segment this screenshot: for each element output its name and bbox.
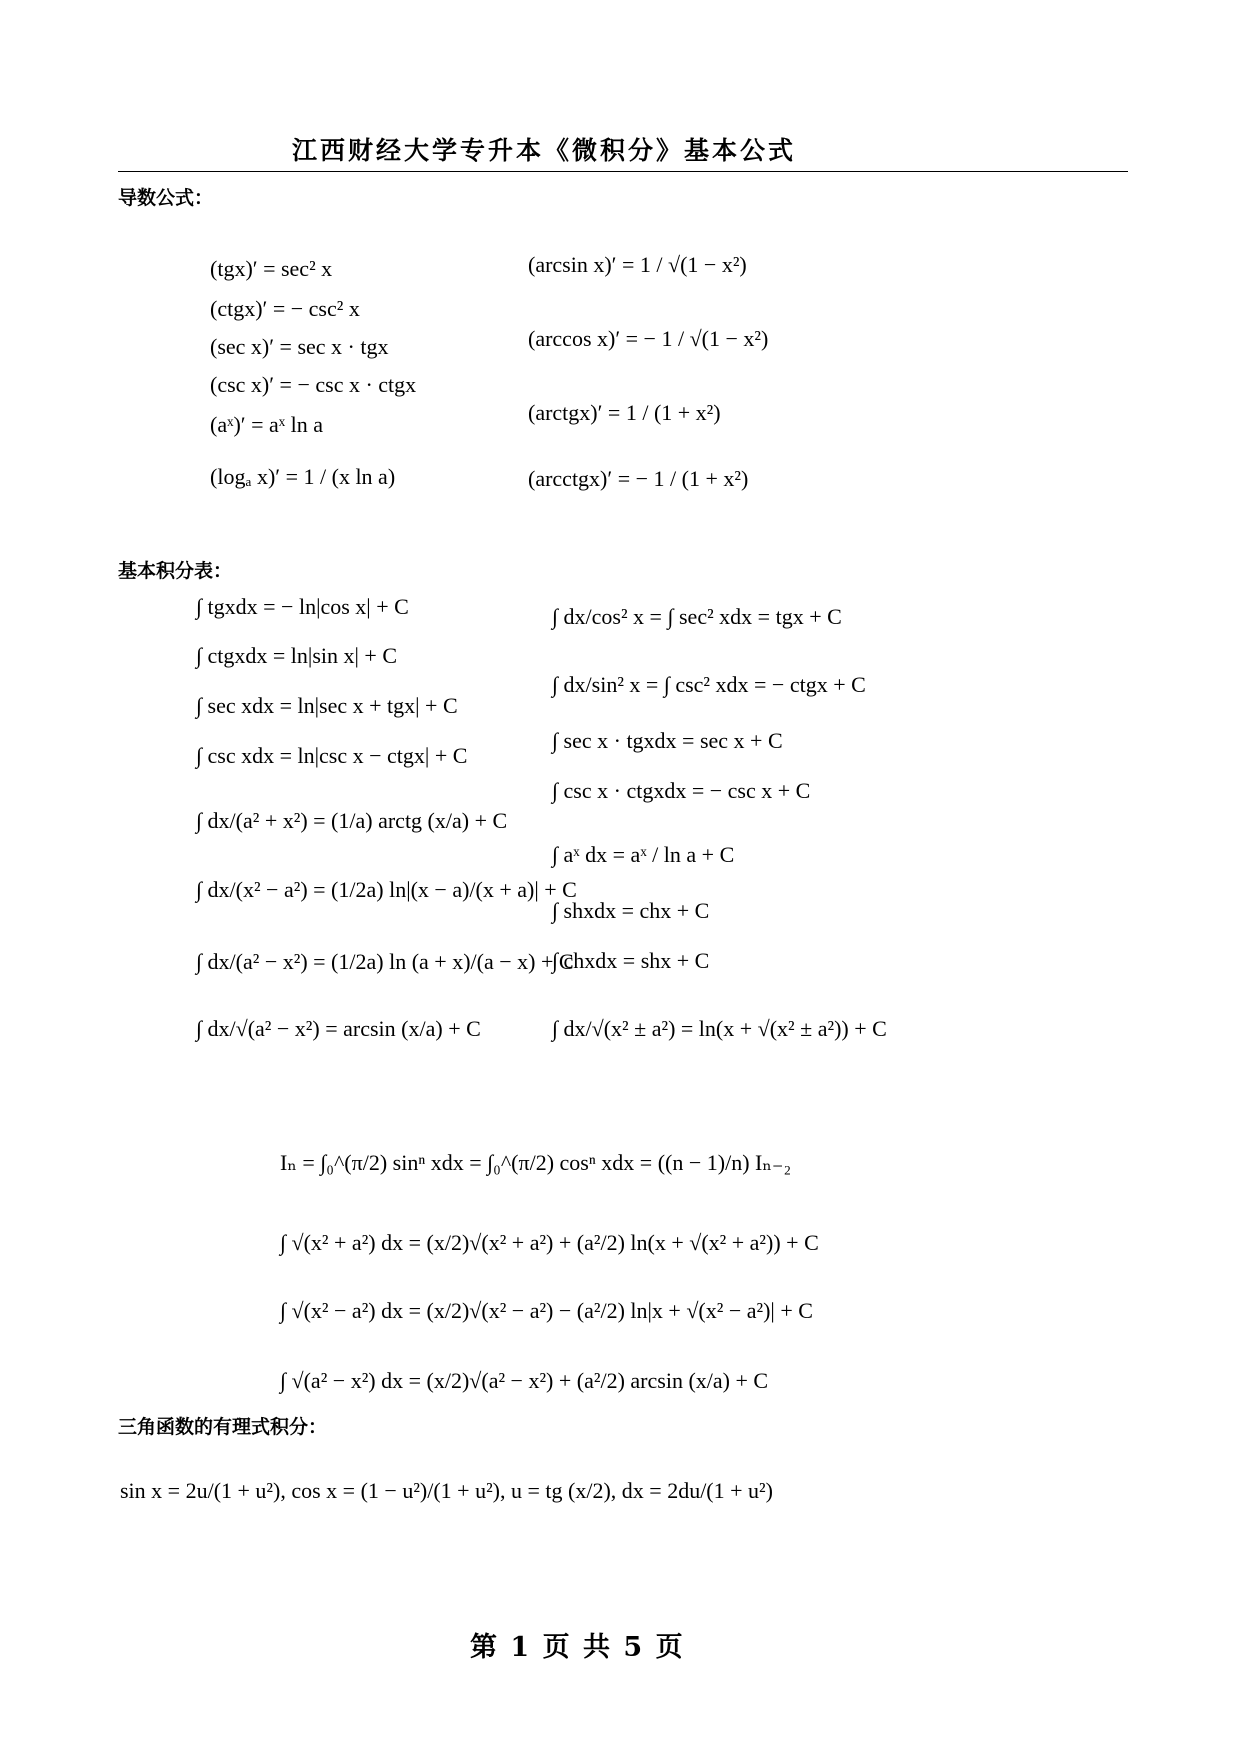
integral-right-4: ∫ aˣ dx = aˣ / ln a + C (552, 842, 735, 867)
derivative-left-3: (csc x)′ = − csc x · ctgx (210, 372, 417, 397)
derivative-left-2: (sec x)′ = sec x · tgx (210, 334, 389, 359)
page-title: 江西财经大学专升本《微积分》基本公式 (292, 136, 797, 165)
integral-center-1: ∫ √(x² + a²) dx = (x/2)√(x² + a²) + (a²/2) ln(x + √(x² + a²)) + C (280, 1230, 819, 1255)
derivative-right-0: (arcsin x)′ = 1 / √(1 − x²) (528, 252, 747, 277)
integral-right-5: ∫ shxdx = chx + C (552, 898, 710, 923)
integral-right-2: ∫ sec x · tgxdx = sec x + C (552, 728, 783, 753)
integral-center-2: ∫ √(x² − a²) dx = (x/2)√(x² − a²) − (a²/2) ln|x + √(x² − a²)| + C (280, 1298, 813, 1323)
integral-right-1: ∫ dx/sin² x = ∫ csc² xdx = − ctgx + C (552, 672, 866, 697)
page-footer: 第 1 页 共 5 页 (470, 1632, 685, 1663)
integral-center-3: ∫ √(a² − x²) dx = (x/2)√(a² − x²) + (a²/2) arcsin (x/a) + C (280, 1368, 769, 1393)
derivative-left-1: (ctgx)′ = − csc² x (210, 296, 360, 321)
integral-right-7: ∫ dx/√(x² ± a²) = ln(x + √(x² ± a²)) + C (552, 1016, 887, 1041)
derivative-right-2: (arctgx)′ = 1 / (1 + x²) (528, 400, 721, 425)
integral-left-0: ∫ tgxdx = − ln|cos x| + C (196, 594, 409, 619)
integral-center-0: Iₙ = ∫₀^(π/2) sinⁿ xdx = ∫₀^(π/2) cosⁿ xdx = ((n − 1)/n) Iₙ₋₂ (280, 1150, 792, 1175)
integral-left-3: ∫ csc xdx = ln|csc x − ctgx| + C (196, 743, 468, 768)
trig-substitution-formula: sin x = 2u/(1 + u²), cos x = (1 − u²)/(1 + u²), u = tg (x/2), dx = 2du/(1 + u²) (120, 1478, 773, 1503)
integral-left-1: ∫ ctgxdx = ln|sin x| + C (196, 643, 397, 668)
section-trig: 三角函数的有理式积分： (118, 1416, 328, 1438)
integral-left-2: ∫ sec xdx = ln|sec x + tgx| + C (196, 693, 458, 718)
derivative-right-1: (arccos x)′ = − 1 / √(1 − x²) (528, 326, 769, 351)
integral-left-4: ∫ dx/(a² + x²) = (1/a) arctg (x/a) + C (196, 808, 508, 833)
derivative-left-0: (tgx)′ = sec² x (210, 256, 333, 281)
integral-left-7: ∫ dx/√(a² − x²) = arcsin (x/a) + C (196, 1016, 481, 1041)
integral-left-5: ∫ dx/(x² − a²) = (1/2a) ln|(x − a)/(x + a)| + C (196, 877, 577, 902)
section-integrals: 基本积分表： (118, 560, 233, 582)
section-derivatives: 导数公式： (118, 187, 214, 209)
title-rule (118, 171, 1128, 172)
integral-left-6: ∫ dx/(a² − x²) = (1/2a) ln (a + x)/(a − x) + C (196, 949, 574, 974)
derivative-right-3: (arcctgx)′ = − 1 / (1 + x²) (528, 466, 749, 491)
integral-right-0: ∫ dx/cos² x = ∫ sec² xdx = tgx + C (552, 604, 842, 629)
integral-right-3: ∫ csc x · ctgxdx = − csc x + C (552, 778, 811, 803)
integral-right-6: ∫ chxdx = shx + C (552, 948, 710, 973)
derivative-left-5: (logₐ x)′ = 1 / (x ln a) (210, 464, 396, 489)
derivative-left-4: (aˣ)′ = aˣ ln a (210, 412, 323, 437)
